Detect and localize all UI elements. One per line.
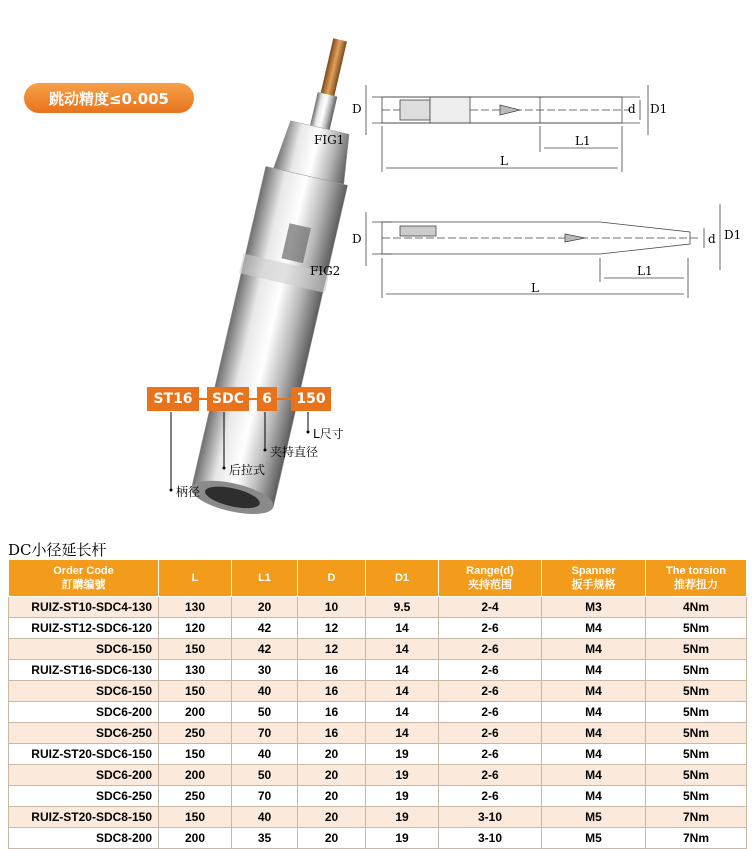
fig2-dim-D: D: [352, 232, 362, 246]
table-row: [9, 702, 747, 723]
table-cell: 14: [366, 681, 439, 702]
table-row: [9, 786, 747, 807]
table-cell: 7Nm: [646, 828, 747, 849]
table-cell: 2-6: [439, 660, 542, 681]
column-header: [646, 560, 747, 597]
table-cell: 14: [366, 723, 439, 744]
fig2-drawing: [366, 204, 720, 298]
order-code-cell: RUIZ-ST10-SDC4-130: [9, 597, 159, 618]
table-cell: 40: [232, 744, 298, 765]
table-cell: 16: [298, 702, 366, 723]
table-cell: 9.5: [366, 597, 439, 618]
table-cell: 2-6: [439, 723, 542, 744]
table-cell: 150: [159, 681, 232, 702]
table-row: [9, 807, 747, 828]
table-row: [9, 681, 747, 702]
table-header-row: [9, 560, 747, 597]
table-cell: 5Nm: [646, 639, 747, 660]
table-cell: 20: [298, 786, 366, 807]
table-cell: 10: [298, 597, 366, 618]
table-cell: 12: [298, 639, 366, 660]
table-cell: 16: [298, 681, 366, 702]
order-code-cell: RUIZ-ST20-SDC6-150: [9, 744, 159, 765]
table-cell: M4: [542, 639, 646, 660]
fig2-dim-L1: L1: [637, 264, 653, 278]
table-cell: 5Nm: [646, 702, 747, 723]
table-cell: 5Nm: [646, 786, 747, 807]
order-code-cell: SDC6-250: [9, 786, 159, 807]
table-cell: 3-10: [439, 807, 542, 828]
table-cell: M5: [542, 807, 646, 828]
table-row: [9, 744, 747, 765]
table-cell: M4: [542, 618, 646, 639]
table-cell: 19: [366, 765, 439, 786]
order-code-cell: SDC6-200: [9, 702, 159, 723]
table-cell: M4: [542, 702, 646, 723]
table-cell: 2-6: [439, 681, 542, 702]
spec-table: [8, 559, 747, 849]
table-cell: 5Nm: [646, 618, 747, 639]
table-cell: 2-6: [439, 786, 542, 807]
table-cell: 5Nm: [646, 660, 747, 681]
table-cell: 5Nm: [646, 765, 747, 786]
table-row: [9, 618, 747, 639]
table-cell: 50: [232, 765, 298, 786]
code-part-length: 150: [291, 387, 331, 411]
table-cell: 120: [159, 618, 232, 639]
fig1-dim-D: D: [352, 102, 362, 116]
table-cell: 12: [298, 618, 366, 639]
table-cell: 40: [232, 681, 298, 702]
table-cell: 20: [298, 828, 366, 849]
table-cell: 70: [232, 723, 298, 744]
table-cell: 2-6: [439, 765, 542, 786]
fig1-dim-L1: L1: [575, 134, 591, 148]
table-cell: 35: [232, 828, 298, 849]
column-header-en: D: [327, 572, 336, 584]
fig2-dim-D1: D1: [724, 228, 742, 242]
table-cell: 2-6: [439, 744, 542, 765]
column-header-en: L1: [258, 572, 271, 584]
fig2-dim-d: d: [708, 232, 716, 246]
order-code-cell: SDC6-200: [9, 765, 159, 786]
table-cell: 7Nm: [646, 807, 747, 828]
order-code-cell: SDC6-150: [9, 639, 159, 660]
fig2-dim-L: L: [531, 281, 539, 295]
fig1-dim-L: L: [500, 154, 508, 168]
column-header: [366, 560, 439, 597]
column-header-en: The torsion: [666, 565, 726, 577]
table-cell: 150: [159, 744, 232, 765]
order-code-cell: RUIZ-ST12-SDC6-120: [9, 618, 159, 639]
order-code-cell: RUIZ-ST20-SDC8-150: [9, 807, 159, 828]
table-cell: 19: [366, 744, 439, 765]
table-cell: 5Nm: [646, 681, 747, 702]
fig1-dim-d: d: [628, 102, 636, 116]
table-row: [9, 723, 747, 744]
table-cell: 14: [366, 618, 439, 639]
order-code-cell: SDC6-250: [9, 723, 159, 744]
table-cell: 250: [159, 723, 232, 744]
table-cell: M3: [542, 597, 646, 618]
length-size-label: L尺寸: [313, 427, 344, 441]
column-header: [542, 560, 646, 597]
table-row: [9, 765, 747, 786]
table-cell: 200: [159, 702, 232, 723]
table-cell: 19: [366, 786, 439, 807]
column-header: [159, 560, 232, 597]
table-cell: 5Nm: [646, 723, 747, 744]
runout-accuracy-badge: 跳动精度≤0.005: [24, 83, 194, 113]
clamp-diameter-label: 夹持直径: [270, 445, 319, 459]
table-cell: 30: [232, 660, 298, 681]
column-header: [9, 560, 159, 597]
column-header-cn: 夹持范围: [468, 579, 512, 591]
table-cell: 2-6: [439, 618, 542, 639]
table-cell: 50: [232, 702, 298, 723]
column-header-cn: 推荐扭力: [674, 579, 718, 591]
table-cell: 200: [159, 765, 232, 786]
code-part-shank: ST16: [147, 387, 199, 411]
table-cell: 20: [298, 765, 366, 786]
order-code-cell: SDC8-200: [9, 828, 159, 849]
column-header-cn: 扳手规格: [571, 579, 616, 591]
table-cell: 20: [298, 744, 366, 765]
table-cell: 20: [232, 597, 298, 618]
table-cell: 14: [366, 702, 439, 723]
table-cell: 3-10: [439, 828, 542, 849]
table-body: [9, 597, 747, 849]
table-cell: 2-6: [439, 702, 542, 723]
table-cell: 250: [159, 786, 232, 807]
column-header: [298, 560, 366, 597]
table-cell: 4Nm: [646, 597, 747, 618]
column-header-cn: 訂購编號: [61, 579, 106, 591]
pull-back-type-label: 后拉式: [229, 463, 266, 477]
table-cell: M4: [542, 786, 646, 807]
table-cell: 130: [159, 597, 232, 618]
table-cell: 5Nm: [646, 744, 747, 765]
table-title: DC小径延长杆: [8, 541, 107, 559]
table-cell: 19: [366, 828, 439, 849]
table-cell: 16: [298, 723, 366, 744]
shank-diameter-label: 柄径: [176, 485, 201, 499]
table-cell: 150: [159, 639, 232, 660]
table-cell: M4: [542, 681, 646, 702]
fig2-label: FIG2: [310, 264, 341, 278]
table-cell: M4: [542, 660, 646, 681]
table-cell: 200: [159, 828, 232, 849]
table-cell: 42: [232, 618, 298, 639]
column-header-en: Order Code: [53, 565, 114, 577]
table-cell: M5: [542, 828, 646, 849]
table-cell: 40: [232, 807, 298, 828]
table-cell: M4: [542, 723, 646, 744]
table-cell: 2-4: [439, 597, 542, 618]
table-cell: 19: [366, 807, 439, 828]
column-header: [232, 560, 298, 597]
order-code-cell: SDC6-150: [9, 681, 159, 702]
table-cell: M4: [542, 744, 646, 765]
code-connector: [249, 398, 257, 400]
table-cell: 42: [232, 639, 298, 660]
column-header-en: Range(d): [466, 565, 514, 577]
table-cell: 70: [232, 786, 298, 807]
table-cell: 14: [366, 639, 439, 660]
code-connector: [199, 398, 207, 400]
column-header-en: L: [191, 572, 199, 584]
table-cell: M4: [542, 765, 646, 786]
table-row: [9, 660, 747, 681]
table-cell: 150: [159, 807, 232, 828]
table-cell: 14: [366, 660, 439, 681]
column-header: [439, 560, 542, 597]
column-header-en: Spanner: [571, 565, 616, 577]
table-row: [9, 597, 747, 618]
code-part-clamp: 6: [257, 387, 277, 411]
code-part-type: SDC: [207, 387, 249, 411]
code-connector: [277, 398, 291, 400]
order-code-cell: RUIZ-ST16-SDC6-130: [9, 660, 159, 681]
table-cell: 16: [298, 660, 366, 681]
column-header-en: D1: [394, 572, 410, 584]
table-cell: 20: [298, 807, 366, 828]
table-row: [9, 828, 747, 849]
fig1-dim-D1: D1: [650, 102, 668, 116]
table-cell: 130: [159, 660, 232, 681]
table-row: [9, 639, 747, 660]
table-cell: 2-6: [439, 639, 542, 660]
fig1-label: FIG1: [314, 133, 345, 147]
